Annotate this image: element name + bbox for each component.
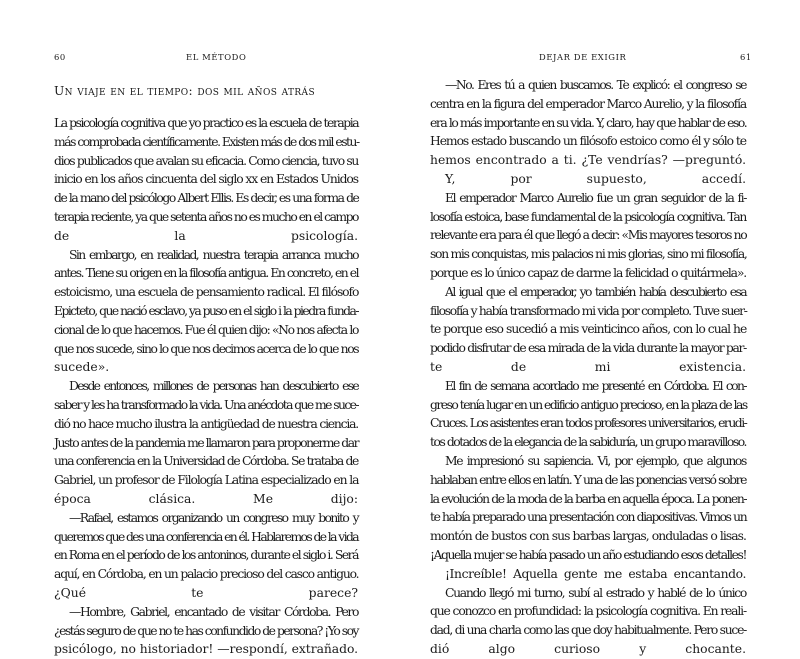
text-line: El fin de semana acordado me presenté en Córdoba. El con- [445, 378, 746, 393]
text-line: —Rafael, estamos organizando un congreso muy bonito y [69, 510, 358, 525]
text-line: te porque eso sucedió a mis veinticinco años, con lo cual he [430, 322, 747, 337]
text-line: centra en la figura del emperador Marco Aurelio, y la filosofía [430, 96, 747, 111]
text-line: una conferencia en la Universidad de Córdoba. Se trataba de [54, 454, 358, 469]
text-line: filosofía y había transformado mi vida por completo. Tuve suer- [430, 303, 747, 318]
paragraph [54, 377, 358, 509]
paragraph [54, 603, 358, 659]
paragraph [54, 114, 358, 246]
text-line: te había preparado una presentación con diapositivas. Vimos un [430, 510, 747, 525]
text-line: montón de bustos con sus barbas largas, onduladas o lisas. [430, 529, 746, 544]
text-line: ¿estás seguro de que no te has confundido de persona? ¡Yo soy [54, 623, 358, 638]
text-line: te de mi existencia. [430, 359, 746, 374]
section-title: Un viaje en el tiempo: dos mil años atrás [54, 84, 316, 98]
text-line: losofía estoica, base fundamental de la psicología cognitiva. Tan [430, 209, 746, 224]
paragraph [430, 565, 746, 584]
right-text-column [430, 76, 746, 659]
text-line: Justo antes de la pandemia me llamaron para proponerme dar [54, 435, 358, 450]
text-line: inicio en los años cincuenta del siglo xx en Estados Unidos [54, 172, 358, 187]
text-line: hablaban entre ellos en latín. Y una de las ponencias versó sobre [430, 472, 746, 487]
paragraph [54, 509, 358, 603]
left-page-number: 60 [54, 52, 66, 62]
text-line: Desde entonces, millones de personas han descubierto ese [69, 379, 358, 394]
text-line: hemos encontrado a ti. ¿Te vendrías? —preguntó. [430, 153, 746, 168]
text-line: Sin embargo, en realidad, nuestra terapia arranca mucho [69, 247, 358, 262]
text-line: La psicología cognitiva que yo practico es la escuela de terapia [54, 116, 359, 130]
right-running-head: DEJAR DE EXIGIR [539, 52, 627, 62]
text-line: queremos que des una conferencia en él. Hablaremos de la vida [54, 529, 358, 544]
text-line: Epicteto, que nació esclavo, ya puso en el siglo i la piedra funda- [54, 303, 358, 318]
text-line: dió no hace mucho ilustra la antigüedad de nuestra ciencia. [54, 416, 358, 431]
text-line: greso tenía lugar en un edificio antiguo precioso, en la plaza de las [430, 397, 747, 412]
text-line: Me impresionó su sapiencia. Vi, por ejemplo, que algunos [445, 453, 746, 468]
text-line: de la psicología. [54, 228, 358, 243]
text-line: terapia reciente, ya que setenta años no es mucho en el campo [54, 209, 358, 224]
text-line: ¡Increíble! Aquella gente me estaba encantando. [445, 566, 746, 581]
right-page-number: 61 [740, 52, 752, 62]
text-line: cional de lo que hacemos. Fue él quien dijo: «No nos afecta lo [54, 322, 359, 337]
text-line: dios publicados que avalan su eficacia. Como ciencia, tuvo su [54, 153, 359, 168]
text-line: Al igual que el emperador, yo también había descubierto esa [445, 284, 746, 299]
text-line: porque es lo único capaz de darme la felicidad o quitármela». [430, 265, 746, 280]
paragraph [430, 377, 746, 452]
text-line: época clásica. Me dijo: [54, 491, 358, 506]
text-line: psicólogo, no historiador! —respondí, extrañado. [54, 642, 359, 657]
paragraph [54, 246, 358, 378]
text-line: podido disfrutar de esa mirada de la vida durante la mayor par- [430, 341, 746, 356]
left-running-head: EL MÉTODO [186, 52, 247, 62]
paragraph [430, 170, 746, 189]
text-line: Hemos estado buscando un filósofo estoico como él y sólo te [430, 134, 746, 149]
text-line: —Hombre, Gabriel, encantado de visitar Córdoba. Pero [69, 604, 358, 619]
text-line: —No. Eres tú a quien buscamos. Te explicó: el congreso se [445, 78, 746, 92]
text-line: que nos sucede, sino lo que nos decimos acerca de lo que nos [54, 341, 359, 356]
text-line: la evolución de la moda de la barba en aquella época. La ponen- [430, 491, 747, 506]
text-line: son mis conquistas, mis palacios ni mis glorias, sino mi filosofía, [430, 247, 747, 262]
text-line: ¿Qué te parece? [54, 585, 358, 600]
text-line: en Roma en el período de los antoninos, durante el siglo i. Será [54, 548, 358, 563]
text-line: Cuando llegó mi turno, subí al estrado y hablé de lo único [445, 585, 746, 600]
paragraph [430, 189, 746, 283]
text-line: Y, por supuesto, accedí. [445, 171, 746, 186]
text-line: era lo más importante en su vida. Y, claro, hay que hablar de eso. [430, 115, 747, 130]
text-line: sucede». [54, 360, 110, 375]
paragraph [430, 452, 746, 565]
paragraph [430, 76, 746, 170]
text-line: El emperador Marco Aurelio fue un gran seguidor de la fi- [445, 190, 746, 205]
text-line: más comprobada científicamente. Existen más de dos mil estu- [54, 134, 359, 149]
text-line: ¡Aquella mujer se había pasado un año estudiando esos detalles! [430, 547, 746, 562]
text-line: Gabriel, un profesor de Filología Latina especializado en la [54, 473, 359, 488]
text-line: de la mano del psicólogo Albert Ellis. Es decir, es una forma de [54, 191, 359, 206]
text-line: que conozco en profundidad: la psicología cognitiva. En reali- [430, 604, 746, 619]
text-line: relevante era para él que llegó a decir: «Mis mayores tesoros no [430, 228, 747, 243]
text-line: dió algo curioso y chocante. [430, 641, 746, 656]
text-line: Cruces. Los asistentes eran todos profesores universitarios, erudi- [430, 416, 747, 431]
text-line: antes. Tiene su origen en la filosofía antigua. En concreto, en el [54, 266, 359, 281]
text-line: aquí, en Córdoba, en un palacio precioso del casco antiguo. [54, 567, 359, 582]
paragraph [430, 283, 746, 377]
text-line: tos dotados de la elegancia de la sabiduría, un grupo maravilloso. [430, 435, 746, 450]
paragraph [430, 584, 746, 659]
text-line: saber y les ha transformado la vida. Una anécdota que me suce- [54, 397, 358, 412]
left-text-column [54, 114, 358, 659]
text-line: estoicismo, una escuela de pensamiento radical. El filósofo [54, 285, 359, 300]
text-line: dad, di una charla como las que doy habitualmente. Pero suce- [430, 623, 747, 638]
